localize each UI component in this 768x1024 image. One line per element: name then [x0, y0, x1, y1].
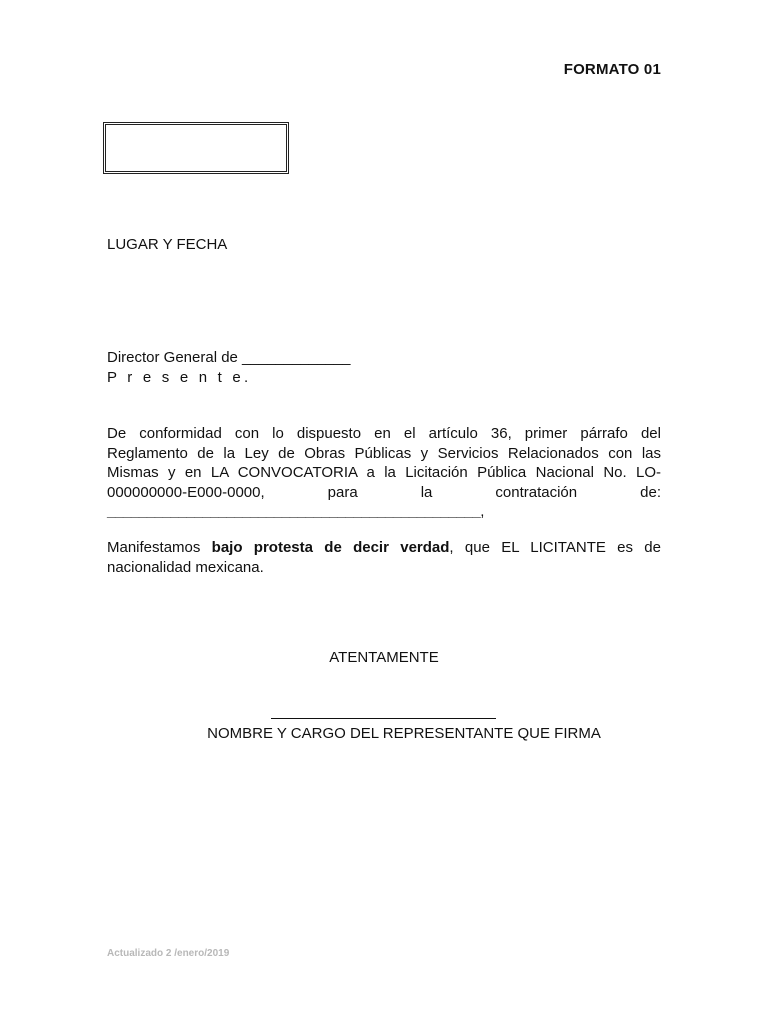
paragraph-line: De conformidad con lo dispuesto en el artículo 36, primer párrafo del	[107, 425, 661, 442]
signature-line	[271, 718, 496, 719]
declaration-suffix: , que EL LICITANTE es de	[449, 539, 661, 556]
declaration-bold: bajo protesta de decir verdad	[211, 539, 450, 556]
closing-salutation: ATENTAMENTE	[329, 649, 439, 666]
footer-updated-note: Actualizado 2 /enero/2019	[107, 948, 230, 959]
presente-line: P r e s e n t e.	[107, 368, 252, 386]
paragraph-line	[107, 538, 661, 558]
paragraph-line: nacionalidad mexicana.	[107, 558, 264, 576]
logo-placeholder-box	[105, 124, 287, 172]
paragraph-line: Mismas y en LA CONVOCATORIA a la Licitación Pública Nacional No. LO-	[107, 464, 661, 481]
format-id: FORMATO 01	[563, 61, 661, 78]
addressee-title: Director General de _____________	[107, 349, 351, 366]
addressee-block	[107, 348, 351, 387]
paragraph-declaration	[107, 538, 661, 577]
paragraph-conformity	[107, 424, 661, 522]
paragraph-line: 000000000-E000-0000, para la contratación de:	[107, 483, 661, 501]
comma: ,	[480, 503, 485, 520]
place-date: LUGAR Y FECHA	[107, 236, 228, 253]
declaration-prefix: Manifestamos	[107, 539, 212, 556]
signature-caption: NOMBRE Y CARGO DEL REPRESENTANTE QUE FIRMA	[207, 725, 601, 742]
paragraph-line: Reglamento de la Ley de Obras Públicas y Servicios Relacionados con las	[107, 444, 661, 462]
paragraph-line	[107, 502, 661, 522]
contract-blank-line: _______________________________________________	[107, 503, 481, 520]
